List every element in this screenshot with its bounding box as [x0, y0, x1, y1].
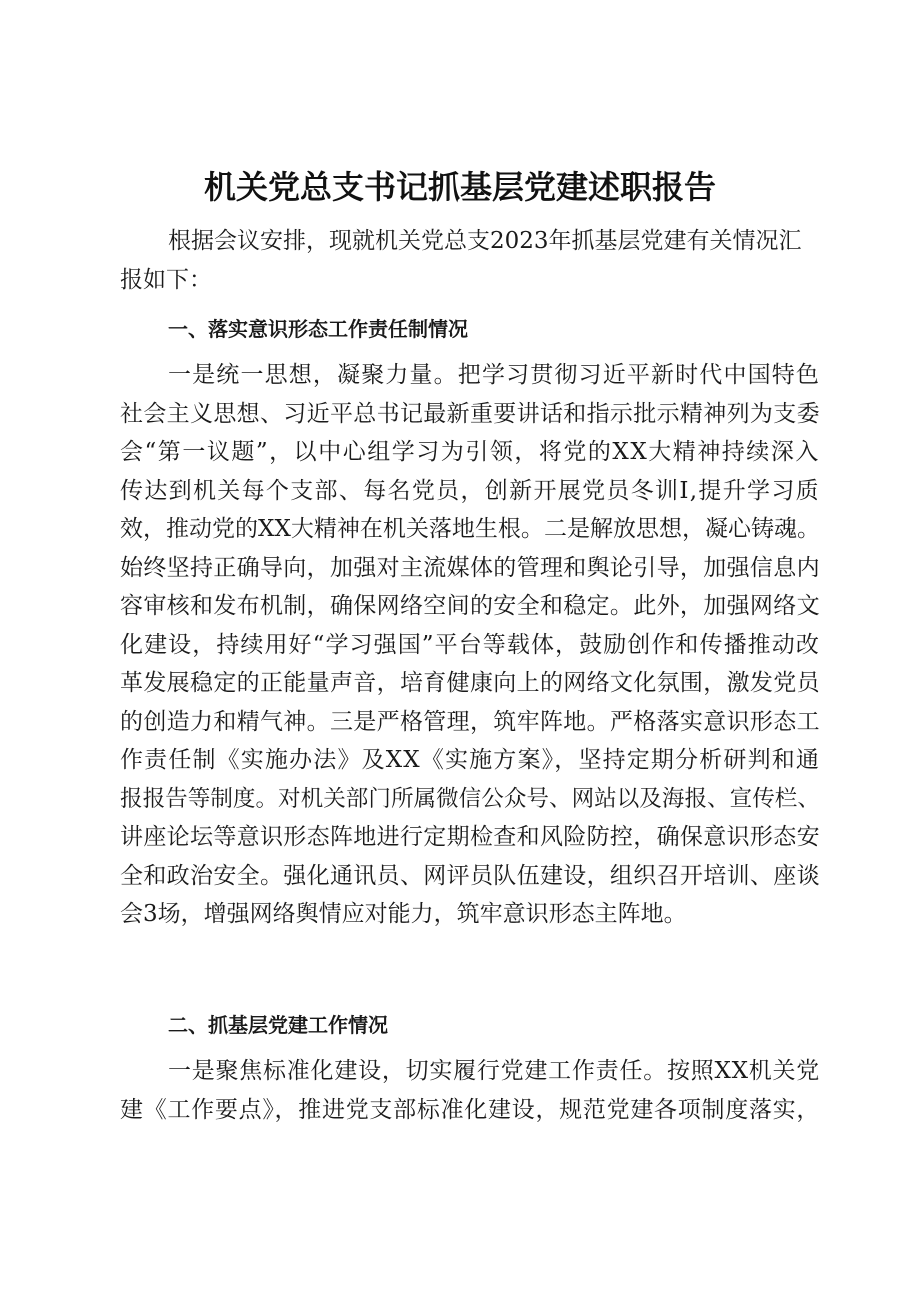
section-paragraph-ideology [120, 356, 820, 934]
section-heading-party-building: 二、抓基层党建工作情况 [168, 1013, 388, 1037]
intro-paragraph [120, 222, 820, 299]
paragraph-line: 传达到机关每个支部、每名党员，创新开展党员冬训I,提升学习质 [120, 477, 820, 504]
paragraph-line: 报如下： [120, 266, 212, 293]
paragraph-line: 一是统一思想，凝聚力量。把学习贯彻习近平新时代中国特色 [168, 362, 821, 388]
paragraph-line: 社会主义思想、习近平总书记最新重要讲话和指示批示精神列为支委 [120, 400, 820, 427]
paragraph-line: 讲座论坛等意识形态阵地进行定期检查和风险防控，确保意识形态安 [120, 824, 820, 850]
section-heading-ideology: 一、落实意识形态工作责任制情况 [168, 317, 468, 341]
paragraph-line: 根据会议安排，现就机关党总支2023年抓基层党建有关情况汇 [168, 228, 802, 254]
paragraph-line: 作责任制《实施办法》及XX《实施方案》，坚持定期分析研判和通 [120, 747, 821, 773]
paragraph-line: 全和政治安全。强化通讯员、网评员队伍建设，组织召开培训、座谈 [120, 862, 820, 889]
section-paragraph-party-building [120, 1052, 820, 1129]
document-title: 机关党总支书记抓基层党建述职报告 [203, 168, 716, 206]
paragraph-line: 化建设，持续用好“学习强国”平台等载体，鼓励创作和传播推动改 [120, 631, 820, 658]
paragraph-line: 效，推动党的XX大精神在机关落地生根。二是解放思想，凝心铸魂。 [120, 516, 821, 542]
paragraph-line: 报报告等制度。对机关部门所属微信公众号、网站以及海报、宣传栏、 [120, 785, 820, 812]
paragraph-line: 会“第一议题”，以中心组学习为引领，将党的XX大精神持续深入 [120, 439, 820, 465]
paragraph-line: 的创造力和精气神。三是严格管理，筑牢阵地。严格落实意识形态工 [120, 708, 820, 735]
paragraph-line: 会3场，增强网络舆情应对能力，筑牢意识形态主阵地。 [120, 901, 687, 927]
paragraph-line: 容审核和发布机制，确保网络空间的安全和稳定。此外，加强网络文 [120, 593, 820, 619]
paragraph-line: 建《工作要点》，推进党支部标准化建设，规范党建各项制度落实， [120, 1096, 821, 1123]
paragraph-line: 始终坚持正确导向，加强对主流媒体的管理和舆论引导，加强信息内 [120, 554, 820, 581]
paragraph-line: 一是聚焦标准化建设，切实履行党建工作责任。按照XX机关党 [168, 1058, 821, 1084]
paragraph-line: 革发展稳定的正能量声音，培育健康向上的网络文化氛围，激发党员 [120, 670, 820, 696]
